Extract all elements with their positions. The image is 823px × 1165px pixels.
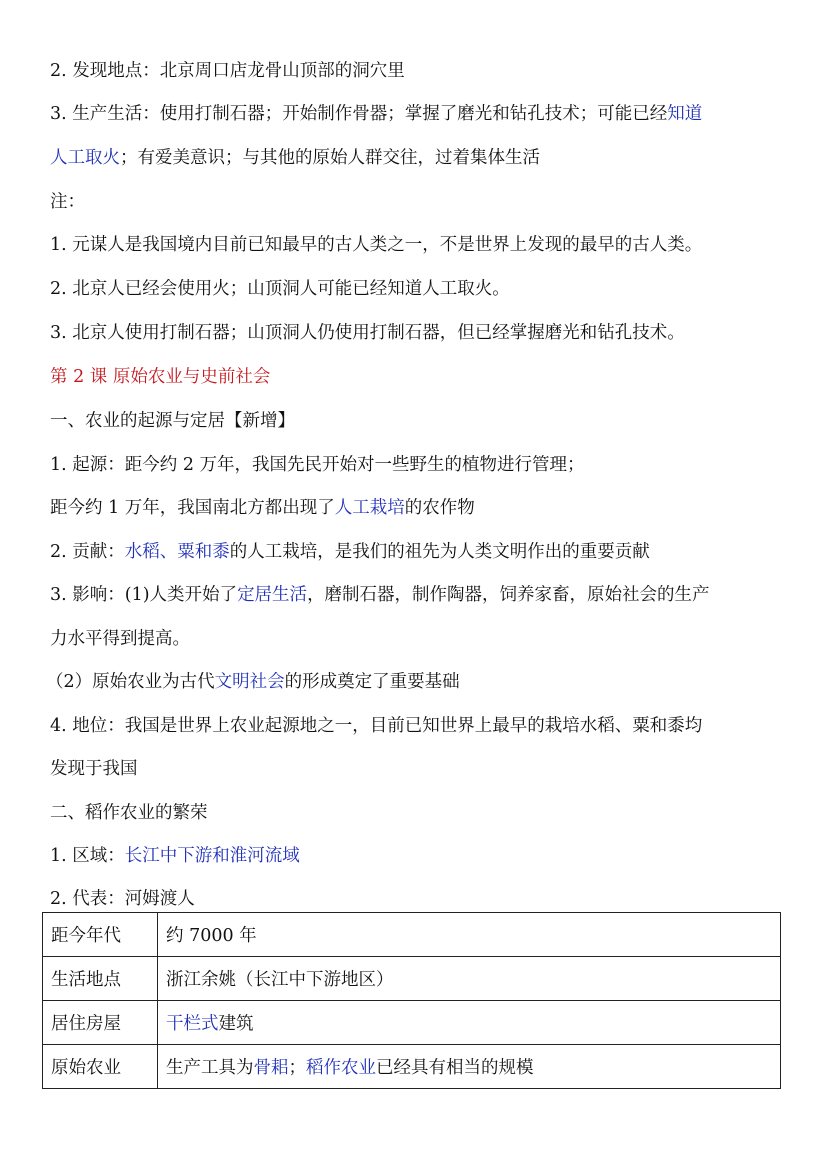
text-line: 2. 贡献：水稻、粟和黍的人工栽培，是我们的祖先为人类文明作出的重要贡献 [50, 542, 650, 562]
text-line: 1. 元谋人是我国境内目前已知最早的古人类之一，不是世界上发现的最早的古人类。 [50, 235, 703, 255]
highlight-text: 水稻、粟和黍 [124, 542, 230, 562]
hemudu-info-table [42, 912, 781, 1089]
highlight-text: 文明社会 [214, 672, 285, 692]
text-line: 力水平得到提高。 [50, 629, 190, 649]
table-cell: 浙江余姚（长江中下游地区） [158, 957, 781, 1001]
highlight-text: 人工栽培 [334, 498, 405, 518]
text-line: 1. 起源：距今约 2 万年，我国先民开始对一些野生的植物进行管理； [50, 455, 585, 475]
highlight-text: 长江中下游和淮河流域 [124, 846, 300, 866]
text-line: 1. 区域：长江中下游和淮河流域 [50, 846, 300, 866]
text-line: 2. 代表：河姆渡人 [50, 889, 195, 909]
text-line: 2. 发现地点：北京周口店龙骨山顶部的洞穴里 [50, 61, 405, 81]
text-line: 发现于我国 [50, 759, 138, 779]
text-line: 3. 影响：(1)人类开始了定居生活，磨制石器，制作陶器，饲养家畜，原始社会的生产 [50, 585, 710, 605]
highlight-text: 骨耜 [253, 1058, 289, 1078]
section-heading: 二、稻作农业的繁荣 [50, 803, 208, 823]
table-cell: 干栏式建筑 [158, 1001, 781, 1045]
table-cell: 约 7000 年 [158, 913, 781, 957]
highlight-text: 稻作农业 [306, 1058, 376, 1078]
table-row [43, 913, 781, 957]
highlight-text: 知道 [667, 104, 703, 124]
highlight-text: 人工取火 [50, 148, 120, 168]
note-heading: 注： [50, 192, 85, 212]
text-line: 距今约 1 万年，我国南北方都出现了人工栽培的农作物 [50, 498, 475, 518]
table-cell: 距今年代 [43, 913, 158, 957]
table-cell: 原始农业 [43, 1045, 158, 1089]
text-line: 2. 北京人已经会使用火；山顶洞人可能已经知道人工取火。 [50, 279, 510, 299]
section-heading: 一、农业的起源与定居【新增】 [50, 411, 295, 431]
table-cell: 生产工具为骨耜；稻作农业已经具有相当的规模 [158, 1045, 781, 1089]
highlight-text: 干栏式 [166, 1014, 219, 1034]
text-line: 3. 北京人使用打制石器；山顶洞人仍使用打制石器，但已经掌握磨光和钻孔技术。 [50, 323, 685, 343]
table-row [43, 957, 781, 1001]
table-cell: 居住房屋 [43, 1001, 158, 1045]
text-line: 人工取火；有爱美意识；与其他的原始人群交往，过着集体生活 [50, 148, 540, 168]
highlight-text: 定居生活 [237, 585, 308, 605]
text-line: 4. 地位：我国是世界上农业起源地之一，目前已知世界上最早的栽培水稻、粟和黍均 [50, 716, 703, 736]
table-cell: 生活地点 [43, 957, 158, 1001]
text-line: （2）原始农业为古代文明社会的形成奠定了重要基础 [46, 672, 460, 692]
table-row [43, 1001, 781, 1045]
table-row [43, 1045, 781, 1089]
text-line: 3. 生产生活：使用打制石器；开始制作骨器；掌握了磨光和钻孔技术；可能已经知道 [50, 104, 703, 124]
lesson-title: 第 2 课 原始农业与史前社会 [50, 367, 271, 387]
